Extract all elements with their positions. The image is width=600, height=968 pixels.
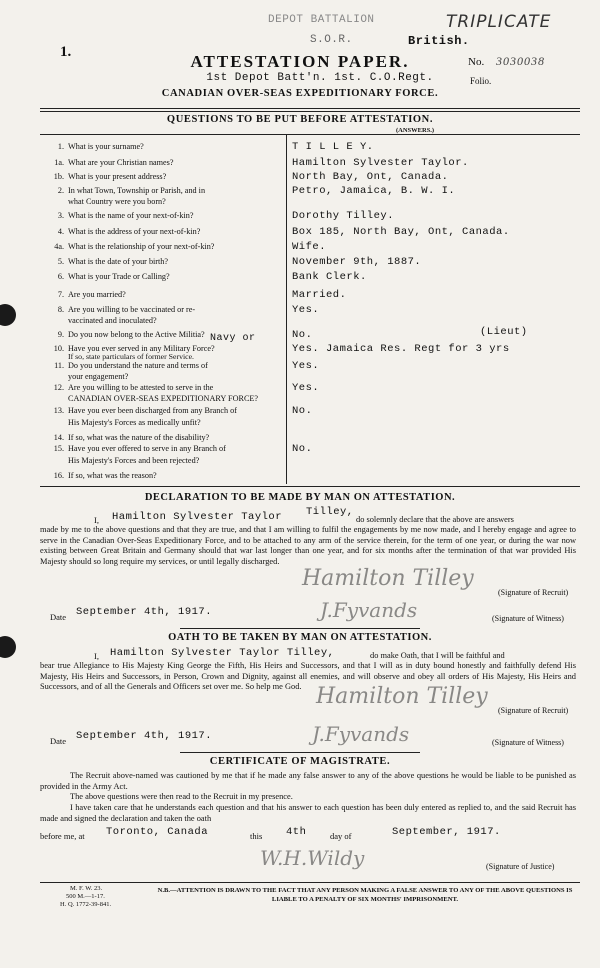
punch-hole-upper xyxy=(0,304,16,326)
questions-heading: QUESTIONS TO BE PUT BEFORE ATTESTATION. xyxy=(166,114,434,125)
oath-sig-witness-label: (Signature of Witness) xyxy=(492,738,564,747)
oath-heading: OATH TO BE TAKEN BY MAN ON ATTESTATION. xyxy=(168,632,432,643)
oath-date-label: Date xyxy=(50,736,67,746)
question-text: In what Town, Township or Parish, and in xyxy=(68,186,206,195)
question-text: What is your present address? xyxy=(68,172,167,181)
before-me-label: before me, at xyxy=(40,831,85,841)
question-number: 9. xyxy=(57,330,64,339)
question-text: What is your Trade or Calling? xyxy=(68,272,170,281)
punch-hole-lower xyxy=(0,636,16,658)
question-text: If so, what was the nature of the disability? xyxy=(68,433,210,442)
declaration-date-label: Date xyxy=(50,612,67,622)
answer-text: T I L L E Y. xyxy=(292,141,374,153)
magistrate-month-year: September, 1917. xyxy=(392,826,501,838)
answer-text: Hamilton Sylvester Taylor. xyxy=(292,157,469,169)
recruit-signature-2: Hamilton Tilley xyxy=(316,684,488,709)
question-number: 10. xyxy=(53,344,64,353)
question-text: His Majesty's Forces as medically unfit? xyxy=(68,418,201,427)
question-number: 13. xyxy=(53,406,64,415)
question-text: What is the relationship of your next-of-kin? xyxy=(68,242,215,251)
page-number: 1. xyxy=(60,44,72,60)
declaration-name: Hamilton Sylvester Taylor xyxy=(112,511,283,523)
questions-box-top-inner xyxy=(40,111,580,112)
witness-signature-1: J.Fyvands xyxy=(320,598,418,622)
question-row xyxy=(40,343,580,361)
question-number: 15. xyxy=(53,444,64,453)
reg-no-label: No. xyxy=(468,56,485,68)
magistrate-p2: The above questions were then read to the Recruit in my presence. xyxy=(70,792,293,801)
stamp-line2: S.O.R. xyxy=(310,34,353,46)
question-text: Do you now belong to the Active Militia? xyxy=(68,330,205,339)
answer-text: Yes. xyxy=(292,304,320,316)
question-row xyxy=(40,471,580,485)
question-row xyxy=(40,197,580,211)
question-number: 4a. xyxy=(54,242,64,251)
oath-body: bear true Allegiance to His Majesty King George the Fifth, His Heirs and Successors, and that I will as in duty bound honestly and faithfully defend His Majesty, His Heirs and Successors, in Person, Crown and Dignity, against all enemies, and will observe and obey all orders of His Majesty, His Heirs and Successors, and of all the Generals and Officers set over me. So help me God. xyxy=(40,661,576,692)
oath-sig-recruit-label: (Signature of Recruit) xyxy=(498,706,569,715)
british-label: British. xyxy=(408,34,470,48)
justice-sig-label: (Signature of Justice) xyxy=(486,862,555,871)
question-number: 1. xyxy=(57,142,64,151)
form-code-1: M. F. W. 23. xyxy=(70,885,103,892)
question-text: Have you ever served in any Military Force? xyxy=(68,344,215,353)
footer-rule xyxy=(40,882,580,883)
question-number: 5. xyxy=(57,257,64,266)
answer-text: November 9th, 1887. xyxy=(292,256,422,268)
answer-text: Box 185, North Bay, Ont, Canada. xyxy=(292,226,510,238)
oath-name: Hamilton Sylvester Taylor Tilley, xyxy=(110,647,335,659)
question-row xyxy=(40,211,580,225)
question-number: 4. xyxy=(57,227,64,236)
answer-text: Married. xyxy=(292,289,347,301)
answer-text: No. xyxy=(292,329,313,341)
magistrate-p1: The Recruit above-named was cautioned by me that if he made any false answer to any of the above questions he would be liable to be punished as provided in the Army Act. xyxy=(40,771,576,791)
form-code-2: 500 M.—1-17. xyxy=(66,893,105,900)
questions-box-bottom xyxy=(40,486,580,487)
declaration-surname: Tilley, xyxy=(306,506,354,518)
questions-heading-rule xyxy=(40,134,580,135)
question-row xyxy=(40,272,580,286)
question-number: 6. xyxy=(57,272,64,281)
answer-text: Wife. xyxy=(292,241,327,253)
magistrate-heading: CERTIFICATE OF MAGISTRATE. xyxy=(209,756,391,767)
questions-box-top xyxy=(40,108,580,109)
question-number: 1a. xyxy=(54,158,64,167)
answer-text: Dorothy Tilley. xyxy=(292,210,395,222)
recruit-signature-1: Hamilton Tilley xyxy=(302,566,474,591)
oath-line1-rest: do make Oath, that I will be faithful and xyxy=(370,651,505,660)
answer-text: Petro, Jamaica, B. W. I. xyxy=(292,185,456,197)
oath-date: September 4th, 1917. xyxy=(76,730,213,742)
question-text: Are you willing to be attested to serve in the xyxy=(68,383,214,392)
day-of-label: day of xyxy=(330,831,352,841)
question-number: 11. xyxy=(54,361,64,370)
question-text: What are your Christian names? xyxy=(68,158,174,167)
questions-divider xyxy=(286,134,287,484)
question-text: What is your surname? xyxy=(68,142,144,151)
question-text: vaccinated and inoculated? xyxy=(68,316,157,325)
question-row xyxy=(40,456,580,470)
force-name: CANADIAN OVER-SEAS EXPEDITIONARY FORCE. xyxy=(161,88,439,99)
question-subtext: If so, state particulars of former Service. xyxy=(68,352,194,361)
answer-text: No. xyxy=(292,443,313,455)
oath-name-prefix: I, xyxy=(94,651,99,661)
answer-text: Yes. xyxy=(292,382,320,394)
witness-signature-2: J.Fyvands xyxy=(312,722,410,746)
footer-nb: N.B.—ATTENTION IS DRAWN TO THE FACT THAT ANY PERSON MAKING A FALSE ANSWER TO ANY OF THE ABOVE QUESTIONS IS LIABLE TO A PENALTY OF SIX MONTHS' IMPRISONMENT. xyxy=(157,887,573,903)
question-text: CANADIAN OVER-SEAS EXPEDITIONARY FORCE? xyxy=(68,394,259,403)
question-text: Are you willing to be vaccinated or re- xyxy=(68,305,196,314)
question-number: 2. xyxy=(57,186,64,195)
question-number: 3. xyxy=(57,211,64,220)
unit-line: 1st Depot Batt'n. 1st. C.O.Regt. xyxy=(206,72,434,84)
answer-text: Yes. Jamaica Res. Regt for 3 yrs xyxy=(292,343,510,355)
question-text: what Country were you born? xyxy=(68,197,166,206)
justice-signature: W.H.Wildy xyxy=(260,846,365,870)
question-number: 8. xyxy=(57,305,64,314)
question-row xyxy=(40,227,580,241)
question-text: His Majesty's Forces and been rejected? xyxy=(68,456,200,465)
answers-label: (ANSWERS.) xyxy=(396,127,435,134)
question-text: What is the date of your birth? xyxy=(68,257,169,266)
triplicate-stamp: TRIPLICATE xyxy=(446,12,552,32)
question-text: If so, what was the reason? xyxy=(68,471,157,480)
declaration-sig-recruit-label: (Signature of Recruit) xyxy=(498,588,569,597)
stamp-line1: DEPOT BATTALION xyxy=(268,14,375,26)
magistrate-place: Toronto, Canada xyxy=(106,826,209,838)
answer-text: No. xyxy=(292,405,313,417)
question-row xyxy=(40,158,580,172)
question-row xyxy=(40,257,580,271)
magistrate-day: 4th xyxy=(286,826,307,838)
form-code-3: H. Q. 1772-39-841. xyxy=(60,901,112,908)
question-number: 12. xyxy=(53,383,64,392)
answer-text: North Bay, Ont, Canada. xyxy=(292,171,449,183)
reg-no-value: 3030038 xyxy=(496,54,545,68)
answer-text: Bank Clerk. xyxy=(292,271,367,283)
lieut-note: (Lieut) xyxy=(480,326,528,338)
question-row xyxy=(40,242,580,256)
question-row xyxy=(40,418,580,432)
question-text: Have you ever been discharged from any Branch of xyxy=(68,406,237,415)
navy-note: Navy or xyxy=(210,333,256,344)
question-number: 16. xyxy=(53,471,64,480)
document-title: ATTESTATION PAPER. xyxy=(190,52,410,71)
declaration-sig-witness-label: (Signature of Witness) xyxy=(492,614,564,623)
folio-label: Folio. xyxy=(470,76,492,86)
question-text: What is the name of your next-of-kin? xyxy=(68,211,194,220)
declaration-body: made by me to the above questions and that they are true, and that I am willing to fulfil the engagements by me now made, and I hereby engage and agree to serve in the Canadian Over-Seas Expeditionary Force, and to be attached to any arm of the service therein, for the term of one year, or during the war now existing between Great Britain and Germany should that war last longer than one year, and for six months after the termination of that war provided His Majesty should so long require my services, or until legally discharged. xyxy=(40,525,576,566)
question-number: 7. xyxy=(57,290,64,299)
question-text: Are you married? xyxy=(68,290,126,299)
question-row xyxy=(40,172,580,186)
question-row xyxy=(40,290,580,304)
question-number: 1b. xyxy=(53,172,64,181)
oath-magistrate-divider xyxy=(180,752,420,753)
question-text: What is the address of your next-of-kin? xyxy=(68,227,201,236)
magistrate-p3: I have taken care that he understands each question and that his answer to each question has been duly entered as replied to, and the said Recruit has made and signed the declaration and taken the oath xyxy=(40,803,576,823)
question-text: your engagement? xyxy=(68,372,129,381)
question-text: Do you understand the nature and terms of xyxy=(68,361,208,370)
declaration-oath-divider xyxy=(180,628,420,629)
question-row xyxy=(40,142,580,156)
question-text: Have you ever offered to serve in any Branch of xyxy=(68,444,226,453)
question-number: 14. xyxy=(53,433,64,442)
declaration-heading: DECLARATION TO BE MADE BY MAN ON ATTESTATION. xyxy=(144,492,456,503)
answer-text: Yes. xyxy=(292,360,320,372)
declaration-line1-rest: do solemnly declare that the above are answers xyxy=(356,515,514,524)
declaration-name-prefix: I, xyxy=(94,515,99,525)
this-label: this xyxy=(250,831,263,841)
declaration-date: September 4th, 1917. xyxy=(76,606,213,618)
